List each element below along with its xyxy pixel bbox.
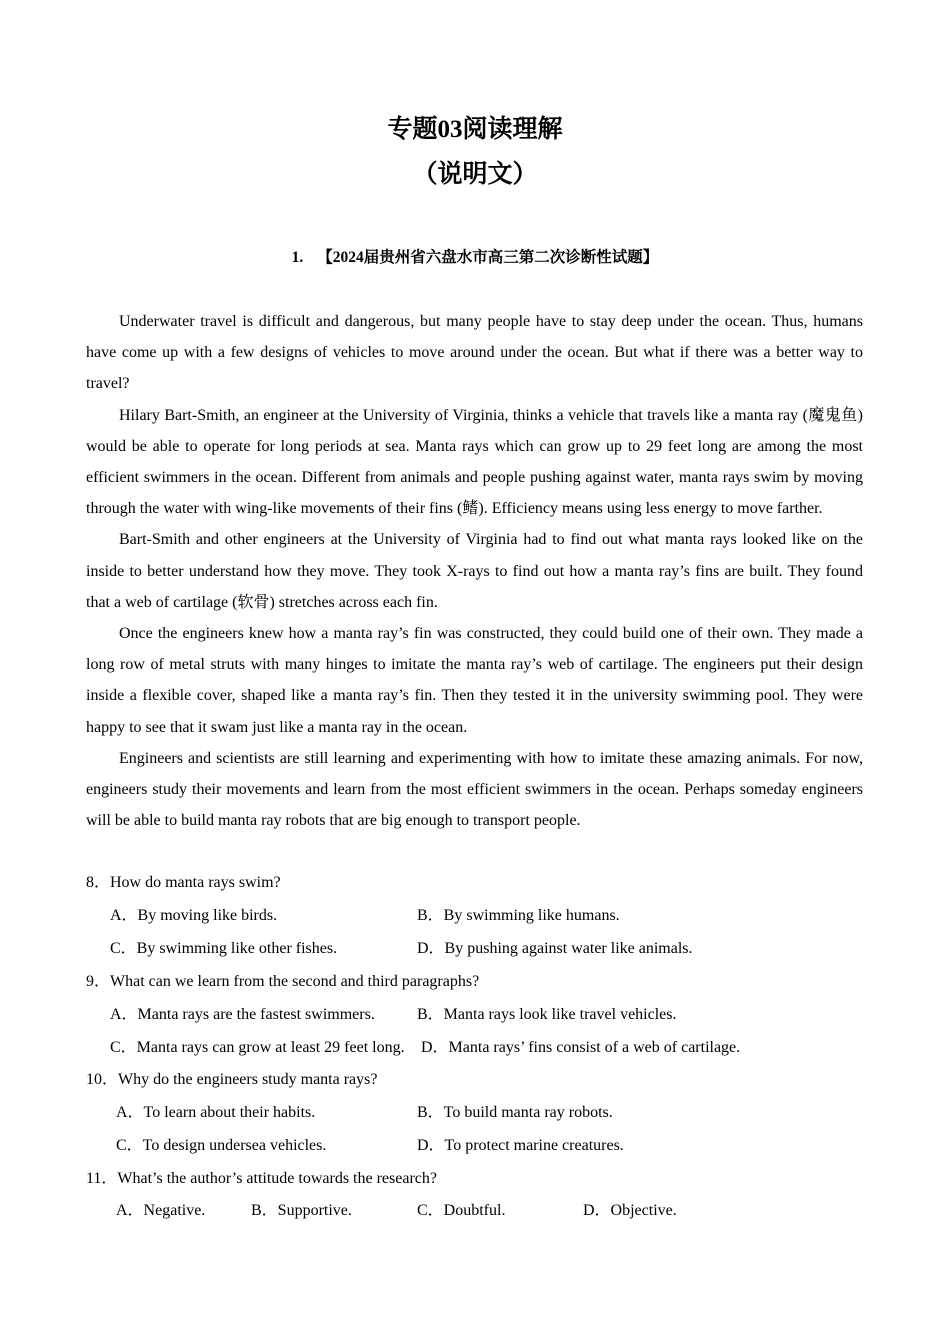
question-11-stem: 11．What’s the author’s attitude towards the research? <box>86 1170 437 1187</box>
page-title: 专题03阅读理解 <box>387 116 563 143</box>
reading-passage <box>86 306 863 836</box>
question-9-option-a: A．Manta rays are the fastest swimmers. <box>110 1006 375 1023</box>
question-10-option-a: A．To learn about their habits. <box>116 1104 316 1121</box>
question-8-option-c: C．By swimming like other fishes. <box>110 940 338 957</box>
question-11-option-c: C．Doubtful. <box>417 1202 506 1219</box>
question-9-option-d: D．Manta rays’ fins consist of a web of cartilage. <box>421 1039 741 1056</box>
question-8-option-b: B．By swimming like humans. <box>417 907 620 924</box>
question-10-option-d: D．To protect marine creatures. <box>417 1137 624 1154</box>
page-subtitle: （说明文） <box>412 161 538 188</box>
paragraph-4: Once the engineers knew how a manta ray’s fin was constructed, they could build one of their own. They made a long row of metal struts with many hinges to imitate the manta ray’s web of cartilage. The engineers put their design inside a flexible cover, shaped like a manta ray’s fin. Then they tested it in the university swimming pool. They were happy to see that it swam just like a manta ray in the ocean. <box>86 625 863 736</box>
question-9-stem: 9．What can we learn from the second and third paragraphs? <box>86 973 480 990</box>
question-11-option-d: D．Objective. <box>583 1202 677 1219</box>
section-number: 1. <box>291 249 304 266</box>
question-10-option-c: C．To design undersea vehicles. <box>116 1137 327 1154</box>
question-8-option-d: D．By pushing against water like animals. <box>417 940 693 957</box>
question-8-option-a: A．By moving like birds. <box>110 907 278 924</box>
question-9-option-b: B．Manta rays look like travel vehicles. <box>417 1006 677 1023</box>
question-10-option-b: B．To build manta ray robots. <box>417 1104 613 1121</box>
paragraph-3: Bart-Smith and other engineers at the University of Virginia had to find out what manta rays looked like on the inside to better understand how they move. They took X-rays to find out how a manta ray’s fins are built. They found that a web of cartilage (软骨) stretches across each fin. <box>86 531 863 611</box>
section-source: 【2024届贵州省六盘水市高三第二次诊断性试题】 <box>317 249 659 266</box>
question-10-stem: 10．Why do the engineers study manta rays? <box>86 1071 378 1088</box>
section-heading <box>0 247 950 269</box>
paragraph-5: Engineers and scientists are still learning and experimenting with how to imitate these amazing animals. For now, engineers study their movements and learn from the most efficient swimmers in the ocean. Perhaps someday engineers will be able to build manta ray robots that are big enough to transport people. <box>86 749 863 830</box>
question-8-stem: 8．How do manta rays swim? <box>86 874 281 891</box>
question-11-option-a: A．Negative. <box>116 1202 206 1219</box>
question-11-option-b: B．Supportive. <box>251 1202 352 1219</box>
paragraph-2: Hilary Bart-Smith, an engineer at the University of Virginia, thinks a vehicle that travels like a manta ray (魔鬼鱼) would be able to operate for long periods at sea. Manta rays which can grow up to 29 feet long are among the most efficient swimmers in the ocean. Different from animals and people pushing against water, manta rays swim by moving through the water with wing-like movements of their fins (鳍). Efficiency means using less energy to move farther. <box>86 406 863 518</box>
question-9-option-c: C．Manta rays can grow at least 29 feet long. <box>110 1039 405 1056</box>
paragraph-1: Underwater travel is difficult and dangerous, but many people have to stay deep under the ocean. Thus, humans have come up with a few designs of vehicles to move around under the ocean. But what if there was a better way to travel? <box>86 313 863 393</box>
